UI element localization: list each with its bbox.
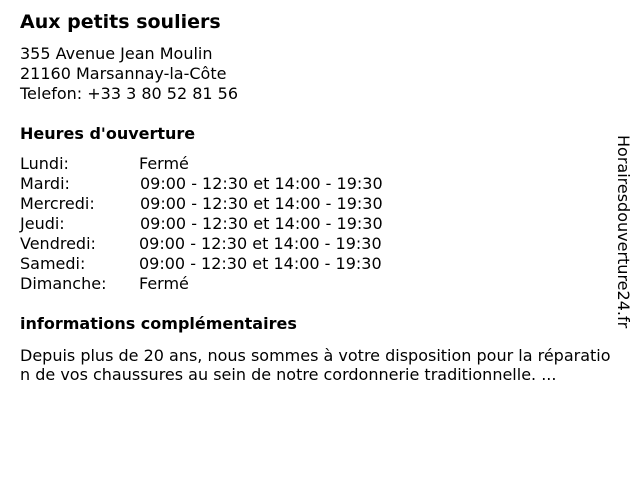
hours-day: Dimanche:	[20, 274, 107, 293]
hours-day: Lundi:	[20, 154, 69, 173]
info-heading: informations complémentaires	[20, 314, 297, 333]
address-block	[20, 44, 238, 104]
hours-day: Samedi:	[20, 254, 86, 273]
hours-day: Jeudi:	[20, 214, 65, 233]
hours-day: Mardi:	[20, 174, 70, 193]
address-street: 355 Avenue Jean Moulin	[20, 44, 213, 63]
hours-time: Fermé	[139, 154, 189, 173]
info-description: Depuis plus de 20 ans, nous sommes à votre disposition pour la réparation de vos chaussures au sein de notre cordonnerie traditionnelle. ...	[20, 346, 611, 384]
site-watermark: Horairesdouverture24.fr	[614, 135, 633, 329]
business-name: Aux petits souliers	[20, 11, 221, 33]
address-city: 21160 Marsannay-la-Côte	[20, 64, 227, 83]
hours-time: 09:00 - 12:30 et 14:00 - 19:30	[140, 174, 383, 193]
hours-time: 09:00 - 12:30 et 14:00 - 19:30	[140, 214, 383, 233]
hours-time: Fermé	[139, 274, 189, 293]
hours-time: 09:00 - 12:30 et 14:00 - 19:30	[139, 234, 382, 253]
hours-time: 09:00 - 12:30 et 14:00 - 19:30	[140, 194, 383, 213]
hours-heading: Heures d'ouverture	[20, 124, 196, 143]
hours-day: Mercredi:	[20, 194, 95, 213]
hours-day: Vendredi:	[20, 234, 96, 253]
hours-time: 09:00 - 12:30 et 14:00 - 19:30	[139, 254, 382, 273]
phone-number: Telefon: +33 3 80 52 81 56	[20, 84, 239, 103]
